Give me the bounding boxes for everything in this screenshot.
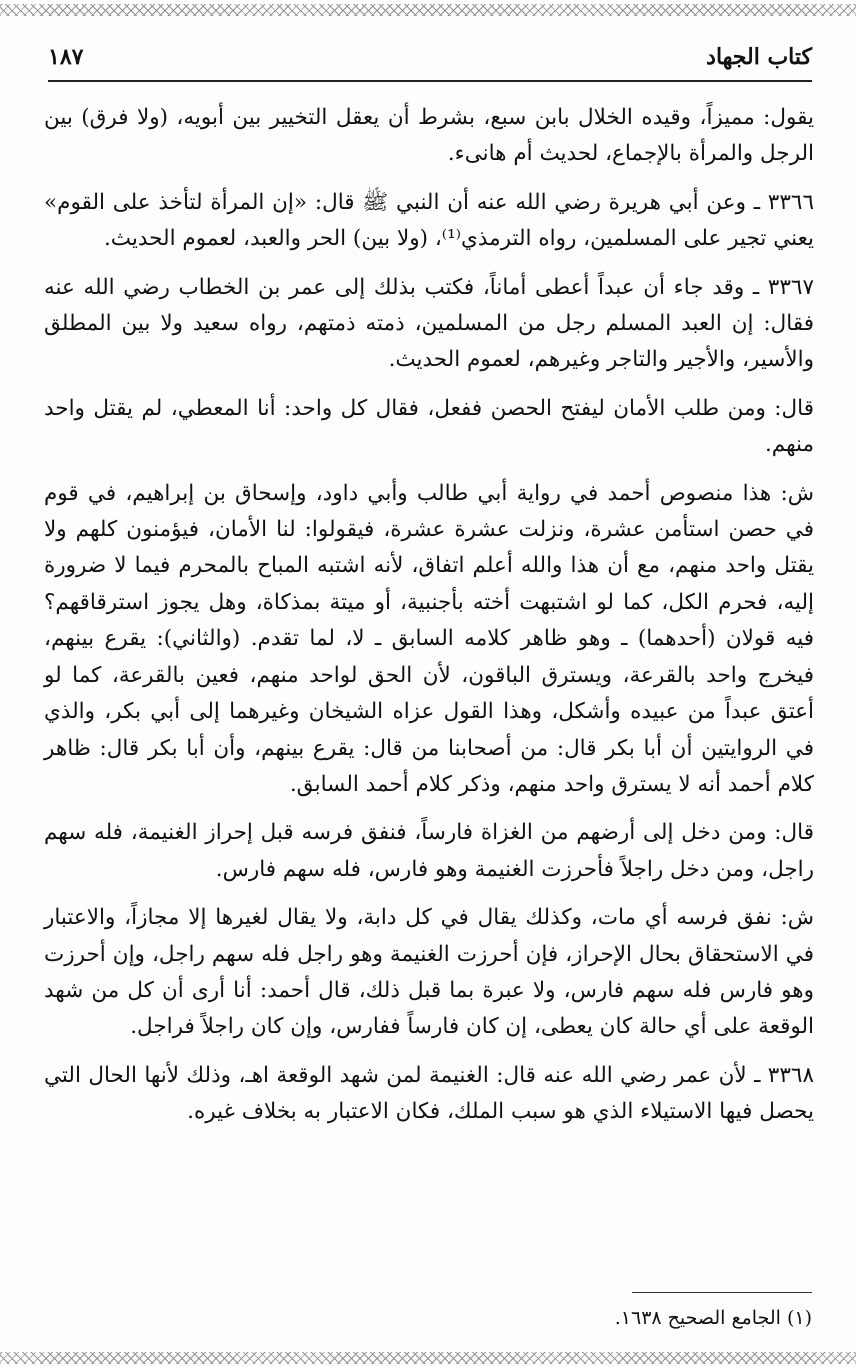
paragraph: قال: ومن طلب الأمان ليفتح الحصن ففعل، فقال كل واحد: أنا المعطي، لم يقتل واحد منهم.	[44, 395, 814, 458]
paragraph: ش: نفق فرسه أي مات، وكذلك يقال في كل دابة، ولا يقال لغيرها إلا مجازاً، والاعتبار في الاستحقاق بحال الإحراز، فإن أحرزت الغنيمة وهو راجل فله سهم راجل، وإن أحرزت وهو فارس فله سهم فارس، ولا عبرة بما قبل ذلك، قال أحمد: أنا أرى أن كل من شهد الوقعة على أي حالة كان يعطى، إن كان فارساً ففارس، وإن كان راجلاً فراجل.	[44, 905, 814, 1040]
footnote: (١) الجامع الصحيح ١٦٣٨.	[614, 1307, 812, 1329]
page-number: ١٨٧	[48, 44, 84, 70]
top-ornament-border	[0, 4, 856, 16]
body-text	[44, 100, 814, 1143]
paragraph: يقول: مميزاً، وقيده الخلال بابن سبع، بشرط أن يعقل التخيير بين أبويه، (ولا فرق) بين الرجل والمرأة بالإجماع، لحديث أم هانىء.	[44, 105, 814, 167]
paragraph: ٣٣٦٨ ـ لأن عمر رضي الله عنه قال: الغنيمة لمن شهد الوقعة اهـ، وذلك لأنها الحال التي يحصل فيها الاستيلاء الذي هو سبب الملك، فكان الاعتبار به بخلاف غيره.	[44, 1062, 814, 1125]
bottom-ornament-border	[0, 1352, 856, 1364]
chapter-title: كتاب الجهاد	[706, 44, 812, 70]
paragraph: ٣٣٦٧ ـ وقد جاء أن عبداً أعطى أماناً، فكتب بذلك إلى عمر بن الخطاب رضي الله عنه فقال: إن العبد المسلم رجل من المسلمين، ذمته ذمتهم، رواه سعيد ولا بين المطلق والأسير، والأجير والتاجر وغيرهم، لعموم الحديث.	[44, 274, 814, 373]
footnotes	[48, 1292, 812, 1329]
paragraph: ش: هذا منصوص أحمد في رواية أبي طالب وأبي داود، وإسحاق بن إبراهيم، في قوم في حصن استأمن عشرة، ونزلت عشرة عشرة، فيقولوا: لنا الأمان، فيؤمنون كلهم ولا يقتل واحد منهم، مع أن هذا والله أعلم اتفاق، لأنه اشتبه المباح بالمحرم فيما لا ضرورة إليه، فحرم الكل، كما لو اشتبهت أخته بأجنبية، أو ميتة بمذكاة، وهل يجوز استرقاقهم؟ فيه قولان (أحدهما) ـ وهو ظاهر كلامه السابق ـ لا، لما تقدم. (والثاني): يقرع بينهم، فيخرج واحد بالقرعة، ويسترق الباقون، لأن الحق لواحد منهم، فعين بالقرعة، كما لو أعتق عبداً من عبيده وأشكل، وهذا القول عزاه الشيخان وغيرهما إلى أبي بكر، والذي في الروايتين أن أبا بكر قال: من أصحابنا من قال: يقرع بينهم، وأن أبا بكر قال: ظاهر كلام أحمد أنه لا يسترق واحد منهم، وذكر كلام أحمد السابق.	[44, 480, 814, 797]
footnote-divider	[632, 1292, 812, 1293]
paragraph: قال: ومن دخل إلى أرضهم من الغزاة فارساً، فنفق فرسه قبل إحراز الغنيمة، فله سهم راجل، ومن دخل راجلاً فأحرزت الغنيمة وهو فارس، فله سهم فارس.	[44, 820, 814, 882]
paragraph: ٣٣٦٦ ـ وعن أبي هريرة رضي الله عنه أن النبي ﷺ قال: «إن المرأة لتأخذ على القوم» يعني تجير على المسلمين، رواه الترمذي⁽¹⁾، (ولا بين) الحر والعبد، لعموم الحديث.	[44, 189, 814, 252]
page-header	[48, 40, 812, 82]
